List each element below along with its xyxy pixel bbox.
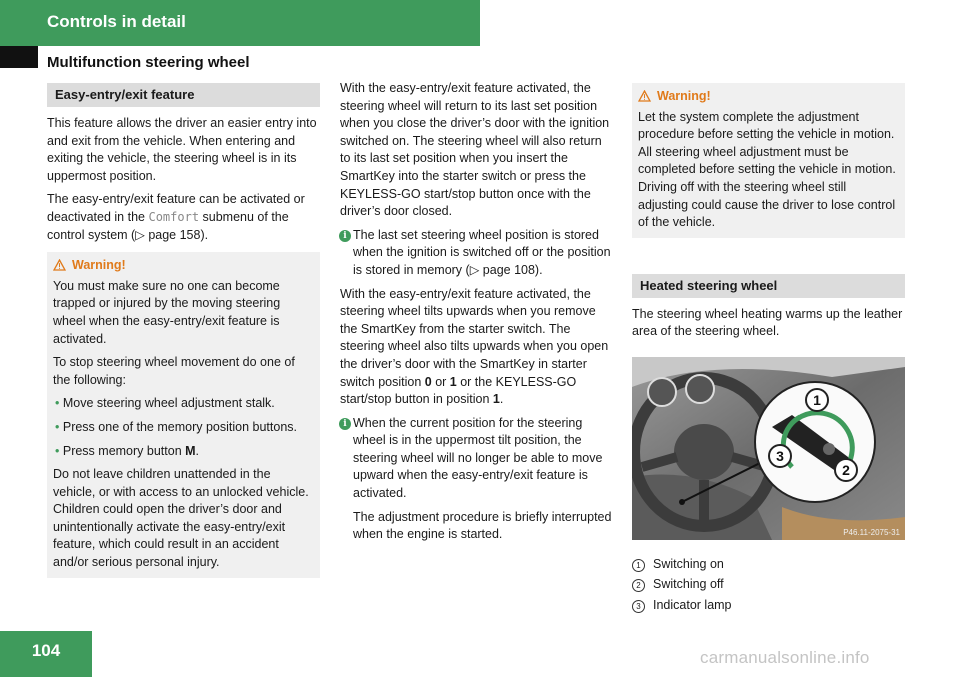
warning-text: Let the system complete the adjustment procedure before setting the vehicle in motion. All steering wheel adjustment must be completed before setting the vehicle in motion. Driving off with the steering wheel still adjusting could cause the driver to lose control of the vehicle. bbox=[638, 109, 896, 230]
warning-text: To stop steering wheel movement do one of the following: bbox=[53, 355, 295, 387]
bullet-text: Press one of the memory position buttons. bbox=[62, 419, 298, 434]
paragraph: The steering wheel heating warms up the leather area of the steering wheel. bbox=[632, 306, 903, 339]
warning-title: Warning! bbox=[657, 89, 711, 103]
text: . bbox=[499, 392, 504, 407]
paragraph: With the easy-entry/exit feature activated, the steering wheel will return to its last set position when you close the driver’s door with the ignition switched on. The steering wheel will also return to its last set position when you insert the SmartKey into the starter switch or press the KEYLESS-GO start/stop button once with the driver’s door closed. bbox=[340, 81, 610, 219]
text: When the current position for the steering wheel is in the uppermost tilt position, the steering wheel will no longer be able to move upward when the easy-entry/exit feature is activated. bbox=[353, 415, 603, 501]
steering-wheel-photo bbox=[632, 357, 905, 540]
legend-text: Switching on bbox=[653, 556, 724, 571]
menu-name: Comfort bbox=[148, 209, 200, 224]
column-left bbox=[47, 83, 320, 578]
section-title-heated-wheel: Heated steering wheel bbox=[632, 274, 905, 298]
text: or bbox=[431, 374, 450, 389]
page-ref-arrow: ▷ bbox=[469, 262, 480, 277]
warning-box bbox=[47, 252, 320, 578]
page-number: 104 bbox=[31, 641, 61, 660]
legend-number: 1 bbox=[632, 559, 645, 572]
callout-3: 3 bbox=[776, 447, 784, 464]
paragraph bbox=[340, 286, 615, 409]
callout-1: 1 bbox=[813, 391, 821, 408]
info-note bbox=[340, 415, 615, 503]
text: With the easy-entry/exit feature activated, the steering wheel tilts upwards when you remove the SmartKey from the starter switch. The steering wheel also tilts upwards when you open the driver’s door with the SmartKey in starter switch position bbox=[340, 286, 609, 389]
position-value: 1 bbox=[449, 374, 457, 389]
position-value: 0 bbox=[424, 374, 432, 389]
legend-text: Indicator lamp bbox=[653, 597, 732, 612]
paragraph bbox=[47, 191, 320, 244]
text: The last set steering wheel position is stored when the ignition is switched off or the position is stored in memory ( bbox=[353, 227, 611, 277]
callout-2: 2 bbox=[842, 461, 850, 478]
text: page 108). bbox=[479, 262, 543, 277]
bullet-dot-icon: • bbox=[55, 443, 63, 458]
page-ref-arrow: ▷ bbox=[135, 227, 145, 242]
legend-item bbox=[632, 597, 905, 615]
column-right bbox=[632, 83, 905, 617]
bullet-dot-icon: • bbox=[55, 419, 63, 434]
chapter-header-bar bbox=[0, 0, 480, 46]
text: The easy-entry/exit feature can be activated or deactivated in the bbox=[47, 192, 305, 224]
legend-text: Switching off bbox=[653, 577, 724, 592]
warning-heading bbox=[53, 257, 314, 275]
bullet-item bbox=[53, 395, 314, 413]
text: page 158). bbox=[144, 227, 209, 242]
bullet-item bbox=[53, 443, 314, 461]
warning-triangle-icon bbox=[638, 90, 651, 102]
page-subtitle: Multifunction steering wheel bbox=[47, 54, 250, 71]
legend-number: 2 bbox=[632, 579, 645, 592]
button-name: M bbox=[185, 443, 196, 458]
legend-item bbox=[632, 576, 905, 594]
chapter-title: Controls in detail bbox=[47, 12, 186, 31]
text: or the KEYLESS-GO start/stop button in position bbox=[340, 374, 577, 407]
bullet-text: Move steering wheel adjustment stalk. bbox=[62, 396, 275, 411]
warning-heading bbox=[638, 88, 899, 106]
info-note bbox=[340, 227, 615, 280]
warning-title: Warning! bbox=[72, 258, 126, 273]
image-code: P46.11-2075-31 bbox=[843, 527, 900, 537]
paragraph: The adjustment procedure is briefly interrupted when the engine is started. bbox=[353, 509, 612, 542]
image-legend bbox=[632, 556, 905, 615]
page-number-box bbox=[0, 631, 92, 677]
bullet-text: Press memory button bbox=[62, 443, 186, 458]
warning-box bbox=[632, 83, 905, 238]
watermark: carmanualsonline.info bbox=[700, 648, 870, 667]
bullet-dot-icon: • bbox=[55, 396, 63, 411]
info-icon: i bbox=[339, 230, 351, 242]
text: submenu of the control system ( bbox=[47, 209, 289, 242]
bullet-item bbox=[53, 419, 314, 437]
header-tab-marker bbox=[0, 46, 38, 68]
section-title-easy-entry: Easy-entry/exit feature bbox=[47, 83, 320, 107]
warning-triangle-icon bbox=[53, 259, 66, 271]
position-value: 1 bbox=[492, 392, 500, 407]
legend-number: 3 bbox=[632, 600, 645, 613]
info-icon: i bbox=[339, 418, 351, 430]
warning-text: You must make sure no one can become trapped or injured by the moving steering wheel when the easy-entry/exit feature is activated. bbox=[53, 278, 281, 346]
bullet-text: . bbox=[195, 443, 200, 458]
column-middle bbox=[340, 80, 615, 550]
paragraph: This feature allows the driver an easier entry into and exit from the vehicle. When entering and exiting the vehicle, the steering wheel is in its uppermost position. bbox=[47, 116, 317, 183]
warning-text: Do not leave children unattended in the vehicle, or with access to an unlocked vehicle. Children could open the driver’s door and unintentionally activate the easy-entry/exit feature, which could result in an accident and/or serious personal injury. bbox=[53, 467, 309, 570]
legend-item bbox=[632, 556, 905, 574]
